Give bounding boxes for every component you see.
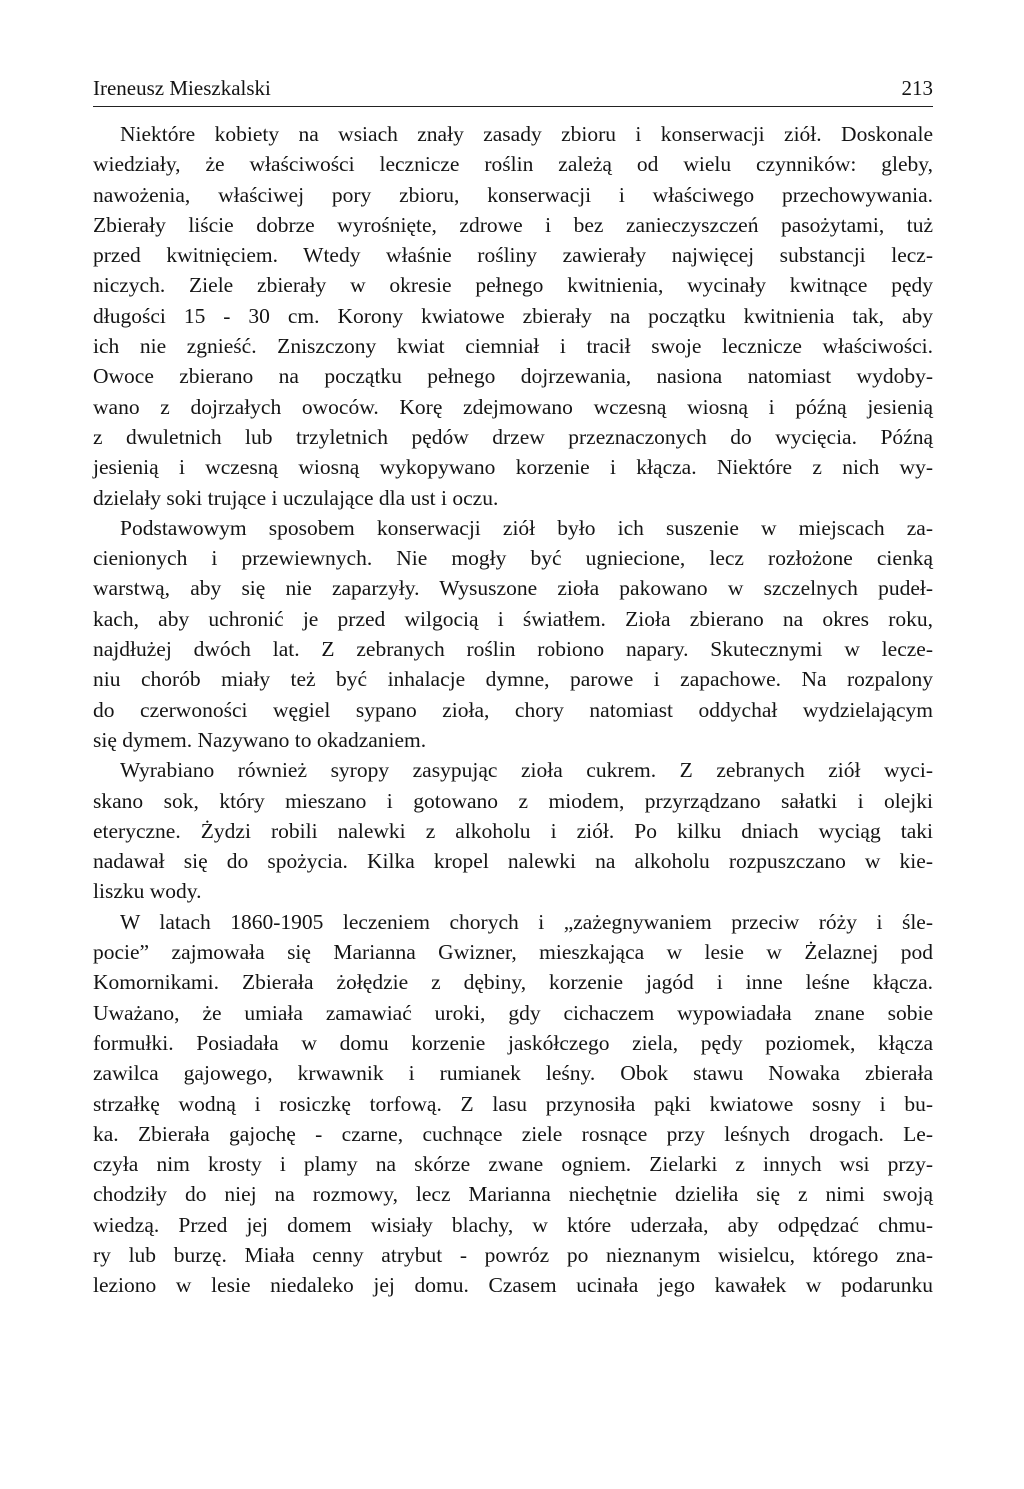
text-line: Niektóre kobiety na wsiach znały zasady zbioru i konserwacji ziół. Doskonale bbox=[120, 122, 933, 146]
text-line: wiedzą. Przed jej domem wisiały blachy, w które uderzała, aby odpędzać chmu- bbox=[93, 1212, 933, 1237]
text-line: dzielały soki trujące i uczulające dla ust i oczu. bbox=[93, 485, 499, 510]
text-line: chodziły do niej na rozmowy, lecz Marianna niechętnie dzieliła się z nimi swoją bbox=[93, 1182, 933, 1207]
text-line: ry lub burzę. Miała cenny atrybut - powróz po nieznanym wisielcu, którego zna- bbox=[93, 1242, 933, 1267]
text-line: nawożenia, właściwej pory zbioru, konserwacji i właściwego przechowywania. bbox=[93, 182, 933, 207]
text-line: Zbierały liście dobrze wyrośnięte, zdrowe i bez zanieczyszczeń pasożytami, tuż bbox=[93, 212, 933, 237]
text-line: warstwą, aby się nie zaparzyły. Wysuszone zioła pakowano w szczelnych pudeł- bbox=[93, 576, 933, 601]
text-line: z dwuletnich lub trzyletnich pędów drzew przeznaczonych do wycięcia. Późną bbox=[93, 424, 933, 449]
text-line: strzałkę wodną i rosiczkę torfową. Z lasu przynosiła pąki kwiatowe sosny i bu- bbox=[93, 1091, 933, 1116]
text-line: skano sok, który mieszano i gotowano z miodem, przyrządzano sałatki i olejki bbox=[93, 788, 933, 813]
text-line: niczych. Ziele zbierały w okresie pełnego kwitnienia, wycinały kwitnące pędy bbox=[93, 273, 933, 298]
text-line: się dymem. Nazywano to okadzaniem. bbox=[93, 727, 427, 752]
text-line: liszku wody. bbox=[93, 879, 202, 904]
text-line: formułki. Posiadała w domu korzenie jaskółczego ziela, pędy poziomek, kłącza bbox=[93, 1030, 933, 1055]
text-line: jesienią i wczesną wiosną wykopywano korzenie i kłącza. Niektóre z nich wy- bbox=[93, 455, 933, 480]
text-line: czyła nim krosty i plamy na skórze zwane ogniem. Zielarki z innych wsi przy- bbox=[93, 1152, 933, 1177]
text-line: ka. Zbierała gajochę - czarne, cuchnące ziele rosnące przy leśnych drogach. Le- bbox=[93, 1121, 933, 1146]
book-page bbox=[93, 74, 933, 1301]
text-line: Owoce zbierano na początku pełnego dojrzewania, nasiona natomiast wydoby- bbox=[93, 364, 933, 389]
text-line: cienionych i przewiewnych. Nie mogły być ugniecione, lecz rozłożone cienką bbox=[93, 546, 933, 571]
text-line: wano z dojrzałych owoców. Korę zdejmowano wczesną wiosną i późną jesienią bbox=[93, 394, 933, 419]
text-line: niu chorób miały też być inhalacje dymne, parowe i zapachowe. Na rozpalony bbox=[93, 667, 933, 692]
text-line: najdłużej dwóch lat. Z zebranych roślin robiono napary. Skutecznymi w lecze- bbox=[93, 637, 933, 662]
running-header bbox=[93, 74, 933, 107]
text-line: pocie” zajmowała się Marianna Gwizner, mieszkająca w lesie w Żelaznej pod bbox=[93, 940, 933, 965]
text-line: do czerwoności węgiel sypano zioła, chory natomiast oddychał wydzielającym bbox=[93, 697, 933, 722]
text-line: Podstawowym sposobem konserwacji ziół było ich suszenie w miejscach za- bbox=[120, 515, 933, 540]
text-line: długości 15 - 30 cm. Korony kwiatowe zbierały na początku kwitnienia tak, aby bbox=[93, 303, 933, 328]
header-author: Ireneusz Mieszkalski bbox=[93, 76, 271, 100]
text-line: leziono w lesie niedaleko jej domu. Czasem ucinała jego kawałek w podarunku bbox=[93, 1273, 933, 1298]
text-line: W latach 1860-1905 leczeniem chorych i „zażegnywaniem przeciw róży i śle- bbox=[120, 909, 933, 934]
text-line: eteryczne. Żydzi robili nalewki z alkoholu i ziół. Po kilku dniach wyciąg taki bbox=[93, 818, 933, 843]
text-line: Uważano, że umiała zamawiać uroki, gdy cichaczem wypowiadała znane sobie bbox=[93, 1000, 933, 1025]
text-line: ich nie zgnieść. Zniszczony kwiat ciemniał i tracił swoje lecznicze właściwości. bbox=[93, 334, 933, 359]
page-number: 213 bbox=[901, 76, 933, 100]
body-text bbox=[93, 119, 933, 1301]
text-line: Wyrabiano również syropy zasypując zioła cukrem. Z zebranych ziół wyci- bbox=[120, 758, 933, 783]
text-line: przed kwitnięciem. Wtedy właśnie rośliny zawierały najwięcej substancji lecz- bbox=[93, 243, 933, 268]
text-line: wiedziały, że właściwości lecznicze roślin zależą od wielu czynników: gleby, bbox=[93, 152, 933, 177]
text-line: nadawał się do spożycia. Kilka kropel nalewki na alkoholu rozpuszczano w kie- bbox=[93, 849, 933, 874]
text-line: kach, aby uchronić je przed wilgocią i światłem. Zioła zbierano na okres roku, bbox=[93, 606, 933, 631]
text-line: Komornikami. Zbierała żołędzie z dębiny, korzenie jagód i inne leśne kłącza. bbox=[93, 970, 933, 995]
text-line: zawilca gajowego, krwawnik i rumianek leśny. Obok stawu Nowaka zbierała bbox=[93, 1061, 933, 1086]
